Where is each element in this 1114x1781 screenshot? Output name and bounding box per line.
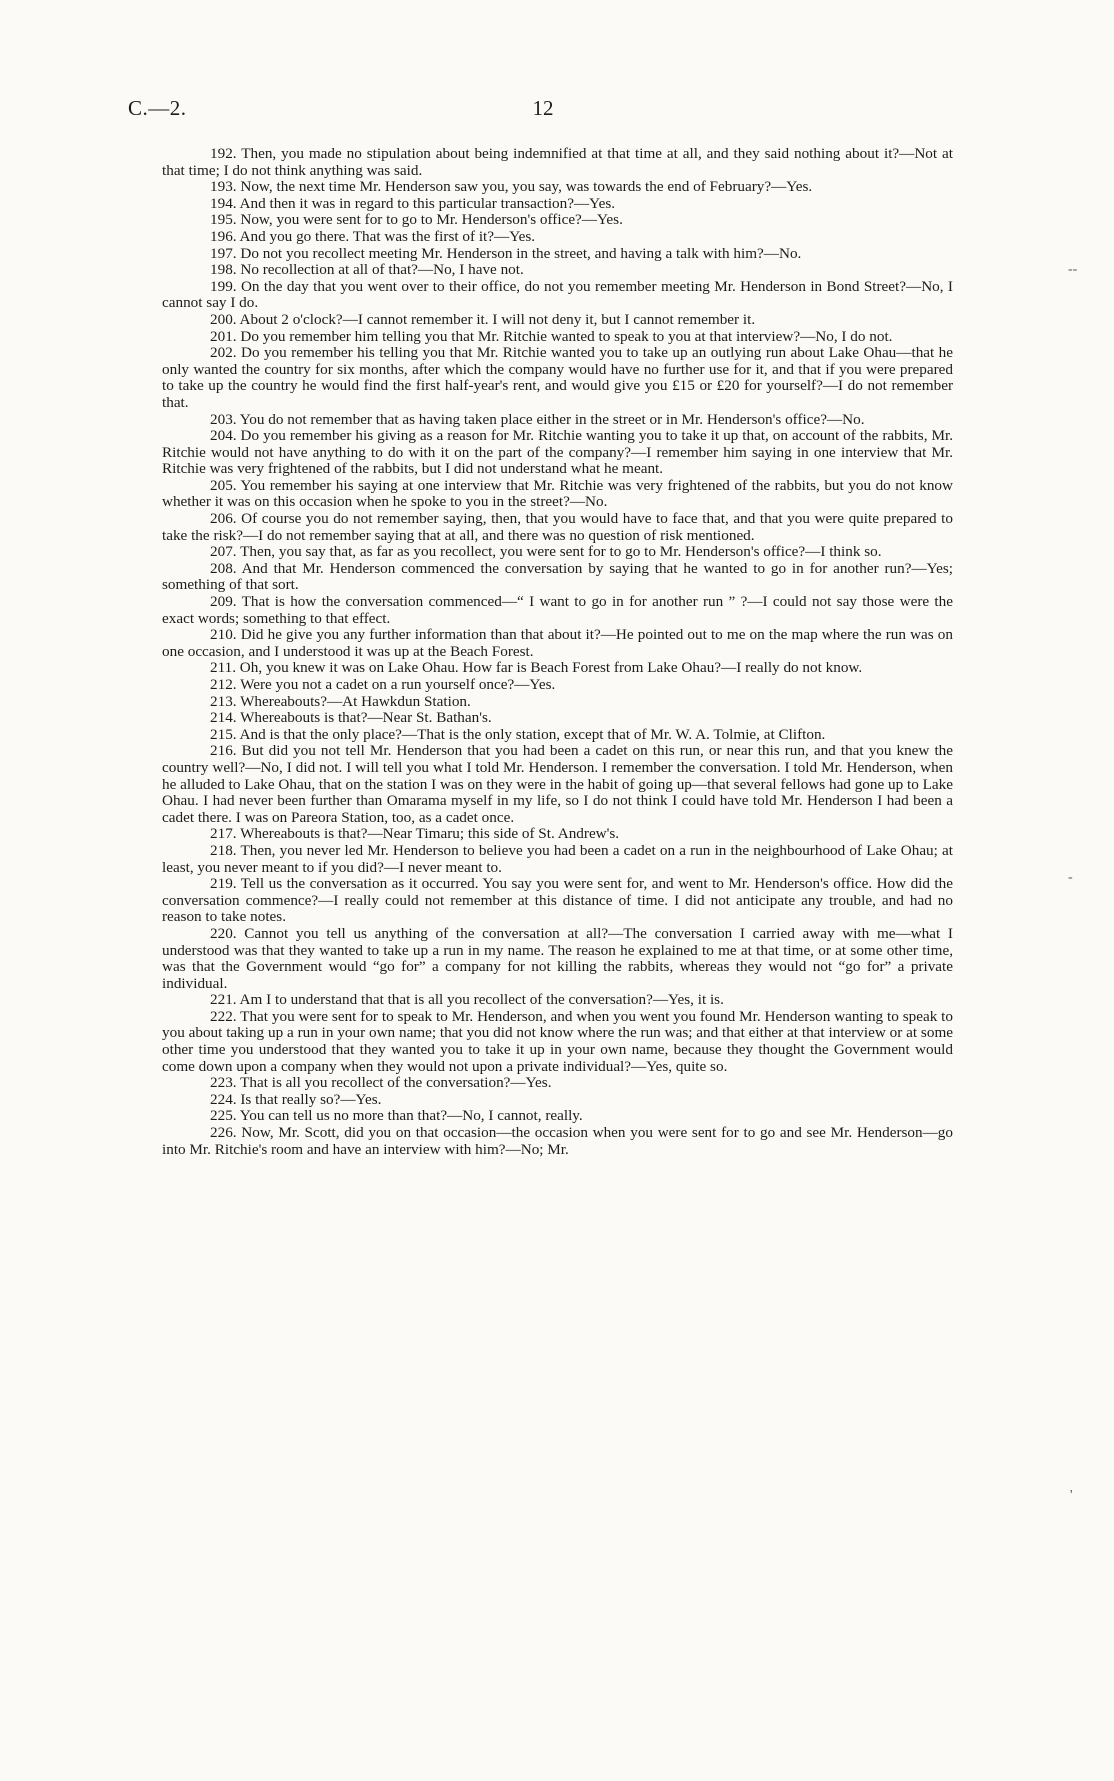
qa-paragraph: 220. Cannot you tell us anything of the conversation at all?—The conversation I carried away with me—what I understood was that they wanted to take up a run in my name. The reason he explained to me at that time, or at some other time, was that the Government would “go for” a company for not killing the rabbits, whereas they would not “go for” a private individual. [162,924,953,992]
page-number: 12 [532,96,554,120]
qa-paragraph: 211. Oh, you knew it was on Lake Ohau. How far is Beach Forest from Lake Ohau?—I really do not know. [210,659,863,677]
qa-paragraph: 212. Were you not a cadet on a run yourself once?—Yes. [210,676,556,693]
qa-paragraph: 194. And then it was in regard to this particular transaction?—Yes. [210,194,616,212]
qa-paragraph: 198. No recollection at all of that?—No, I have not. [210,261,524,279]
testimony-text [162,146,953,1158]
page-header [128,96,958,126]
margin-mark: ‑ [1068,870,1073,885]
margin-mark: ' [1070,1488,1073,1503]
qa-paragraph: 192. Then, you made no stipulation about being indemnified at that time at all, and they said nothing about it?—Not at that time; I do not think anything was said. [162,145,953,179]
qa-paragraph: 224. Is that really so?—Yes. [210,1090,382,1108]
document-code: C.—2. [128,96,187,120]
qa-paragraph: 202. Do you remember his telling you that Mr. Ritchie wanted you to take up an outlying run about Lake Ohau—that he only wanted the country for six months, after which the company would have no further use for it, and that if you were prepared to take up the country he would find the first half-year's rent, and would give you £15 or £20 for yourself?—I do not remember that. [162,344,953,411]
qa-paragraph: 201. Do you remember him telling you that Mr. Ritchie wanted to speak to you at that interview?—No, I do not. [210,327,893,345]
qa-paragraph: 197. Do not you recollect meeting Mr. Henderson in the street, and having a talk with him?—No. [210,244,802,262]
qa-paragraph: 218. Then, you never led Mr. Henderson to believe you had been a cadet on a run in the neighbourhood of Lake Ohau; at least, you never meant to if you did?—I never meant to. [162,841,953,876]
qa-paragraph: 216. But did you not tell Mr. Henderson that you had been a cadet on this run, or near this run, and that you knew the country well?—No, I did not. I will tell you what I told Mr. Henderson. I remember the conversation. I told Mr. Henderson, when he alluded to Lake Ohau, that on the station I was on they were in the habit of going up—that several fellows had gone up to Lake Ohau. I had never been further than Omarama myself in my life, so I do not think I could have told Mr. Henderson I had been a cadet there. I was on Pareora Station, too, as a cadet once. [162,742,953,826]
qa-paragraph: 213. Whereabouts?—At Hawkdun Station. [210,692,471,710]
qa-paragraph: 204. Do you remember his giving as a reason for Mr. Ritchie wanting you to take it up that, on account of the rabbits, Mr. Ritchie would not have anything to do with it on the part of the company?—I remember him saying in one interview that Mr. Ritchie was very frightened of the rabbits, but I did not understand what he meant. [162,427,953,478]
qa-paragraph: 206. Of course you do not remember saying, then, that you would have to face that, and that you were quite prepared to take the risk?—I do not remember saying that at all, and there was no question of risk mentioned. [162,510,953,544]
qa-paragraph: 221. Am I to understand that that is all you recollect of the conversation?—Yes, it is. [210,991,724,1009]
margin-mark: ‑‑ [1068,262,1078,277]
qa-paragraph: 199. On the day that you went over to their office, do not you remember meeting Mr. Henderson in Bond Street?—No, I cannot say I do. [162,277,953,312]
qa-paragraph: 219. Tell us the conversation as it occurred. You say you were sent for, and went to Mr. Henderson's office. How did the conversation commence?—I really could not remember at this distance of time. I did not anticipate any trouble, and had no reason to take notes. [162,875,953,926]
qa-paragraph: 205. You remember his saying at one interview that Mr. Ritchie was very frightened of the rabbits, but you do not know whether it was on this occasion when he spoke to you in the street?—No. [162,476,953,511]
qa-paragraph: 196. And you go there. That was the first of it?—Yes. [210,227,536,245]
qa-paragraph: 200. About 2 o'clock?—I cannot remember it. I will not deny it, but I cannot remember it. [210,310,756,328]
qa-paragraph: 210. Did he give you any further information than that about it?—He pointed out to me on the map where the run was on one occasion, and I understood it was up at the Beach Forest. [162,626,953,660]
qa-paragraph: 207. Then, you say that, as far as you recollect, you were sent for to go to Mr. Henderson's office?—I think so. [210,543,882,561]
qa-paragraph: 217. Whereabouts is that?—Near Timaru; this side of St. Andrew's. [210,825,620,843]
qa-paragraph: 214. Whereabouts is that?—Near St. Bathan's. [210,709,492,727]
qa-paragraph: 193. Now, the next time Mr. Henderson saw you, you say, was towards the end of February?—Yes. [210,178,813,196]
qa-paragraph: 222. That you were sent for to speak to Mr. Henderson, and when you went you found Mr. Henderson wanting to speak to you about taking up a run in your own name; that you did not know where the run was; and that either at that interview or at some other time you understood that they wanted you to take it up in your own name, because they thought the Government would come down upon a company when they would not upon a private individual?—Yes, quite so. [162,1007,953,1075]
qa-paragraph: 215. And is that the only place?—That is the only station, except that of Mr. W. A. Tolmie, at Clifton. [210,725,826,743]
qa-paragraph: 226. Now, Mr. Scott, did you on that occasion—the occasion when you were sent for to go and see Mr. Henderson—go into Mr. Ritchie's room and have an interview with him?—No; Mr. [162,1124,953,1158]
qa-paragraph: 223. That is all you recollect of the conversation?—Yes. [210,1074,552,1092]
qa-paragraph: 208. And that Mr. Henderson commenced the conversation by saying that he wanted to go in for another run?—Yes; something of that sort. [162,559,953,594]
qa-paragraph: 209. That is how the conversation commenced—“ I want to go in for another run ” ?—I could not say those were the exact words; something to that effect. [162,593,953,627]
qa-paragraph: 203. You do not remember that as having taken place either in the street or in Mr. Henderson's office?—No. [210,410,865,428]
qa-paragraph: 195. Now, you were sent for to go to Mr. Henderson's office?—Yes. [210,211,623,229]
qa-paragraph: 225. You can tell us no more than that?—No, I cannot, really. [210,1107,583,1125]
